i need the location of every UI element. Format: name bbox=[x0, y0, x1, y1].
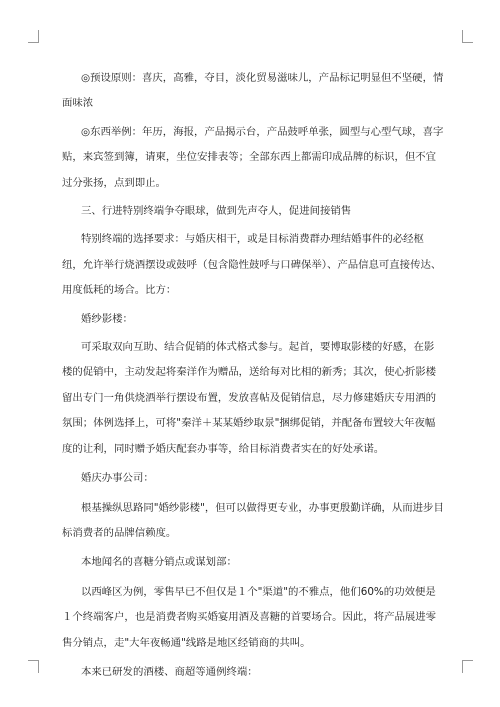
paragraph-bridal-studio-heading: 婚纱影楼： bbox=[81, 312, 133, 325]
paragraph-wedding-service-heading: 婚庆办事公司： bbox=[81, 472, 154, 485]
paragraph-section-three-heading: 三、行进特别终端争夺眼球，做到先声夺人，促进间接销售 bbox=[81, 205, 352, 218]
crop-mark-top-left bbox=[28, 30, 39, 43]
paragraph-candy-outlet-body: 以西峰区为例，零售早已不但仅是１个"渠道"的不雅点，他们60%的功效便是１个终端客户，也是消费者购买婚宴用酒及喜糖的首要场合。因此，将产品展进零售分销点，走"大年夜畅通"线路是地区经销商的共叫。 bbox=[62, 585, 437, 649]
paragraph-regular-terminals-heading: 本来已研发的酒楼、商超等通例终端： bbox=[81, 665, 258, 678]
document-body bbox=[62, 66, 444, 685]
paragraph-wedding-service-body: 根基操纵思路同"婚纱影楼"，但可以做得更专业，办事更殷勤详确，从而进步目标消费者的品牌信赖度。 bbox=[62, 501, 444, 539]
paragraph-candy-outlet-heading: 本地闻名的喜糖分销点或谋划部： bbox=[81, 556, 237, 569]
crop-mark-bottom-right bbox=[462, 660, 473, 673]
crop-mark-bottom-left bbox=[28, 660, 39, 673]
paragraph-special-terminal-requirements: 特别终端的选择要求：与婚庆相干，或是目标消费群办理结婚事件的必经枢纽，允许举行烧酒摆设或鼓呼（包含隐性鼓呼与口碑保举）、产品信息可直接传达、用度低耗的场合。比方： bbox=[62, 233, 442, 297]
crop-mark-top-right bbox=[462, 30, 473, 43]
paragraph-preset-principle: ◎预设原则：喜庆，高雅，夺目，淡化贸易滋味儿，产品标记明显但不坚硬，情面味浓 bbox=[62, 72, 444, 110]
paragraph-item-examples: ◎东西举例：年历，海报，产品揭示台，产品鼓呼单张，圆型与心型气球，喜字贴，来宾签到簿，请柬，坐位安排表等；全部东西上都需印成品牌的标识，但不宜过分张扬，点到即止。 bbox=[62, 125, 444, 189]
paragraph-bridal-studio-body: 可采取双向互助、结合促销的体式格式参与。起首，要博取影楼的好感，在影楼的促销中，主动发起将秦洋作为赠品，送给每对比相的新秀；其次，使心折影楼留出专门一角供烧酒举行摆设布置，发放喜帖及促销信息，尽力修建婚庆专用酒的氛围；体例选择上，可将"秦洋＋某某婚纱取景"捆绑促销，并配备布置较大年夜幅度的让利，同时赠予婚庆配套办事等，给目标消费者实在的好处承诺。 bbox=[62, 341, 437, 455]
